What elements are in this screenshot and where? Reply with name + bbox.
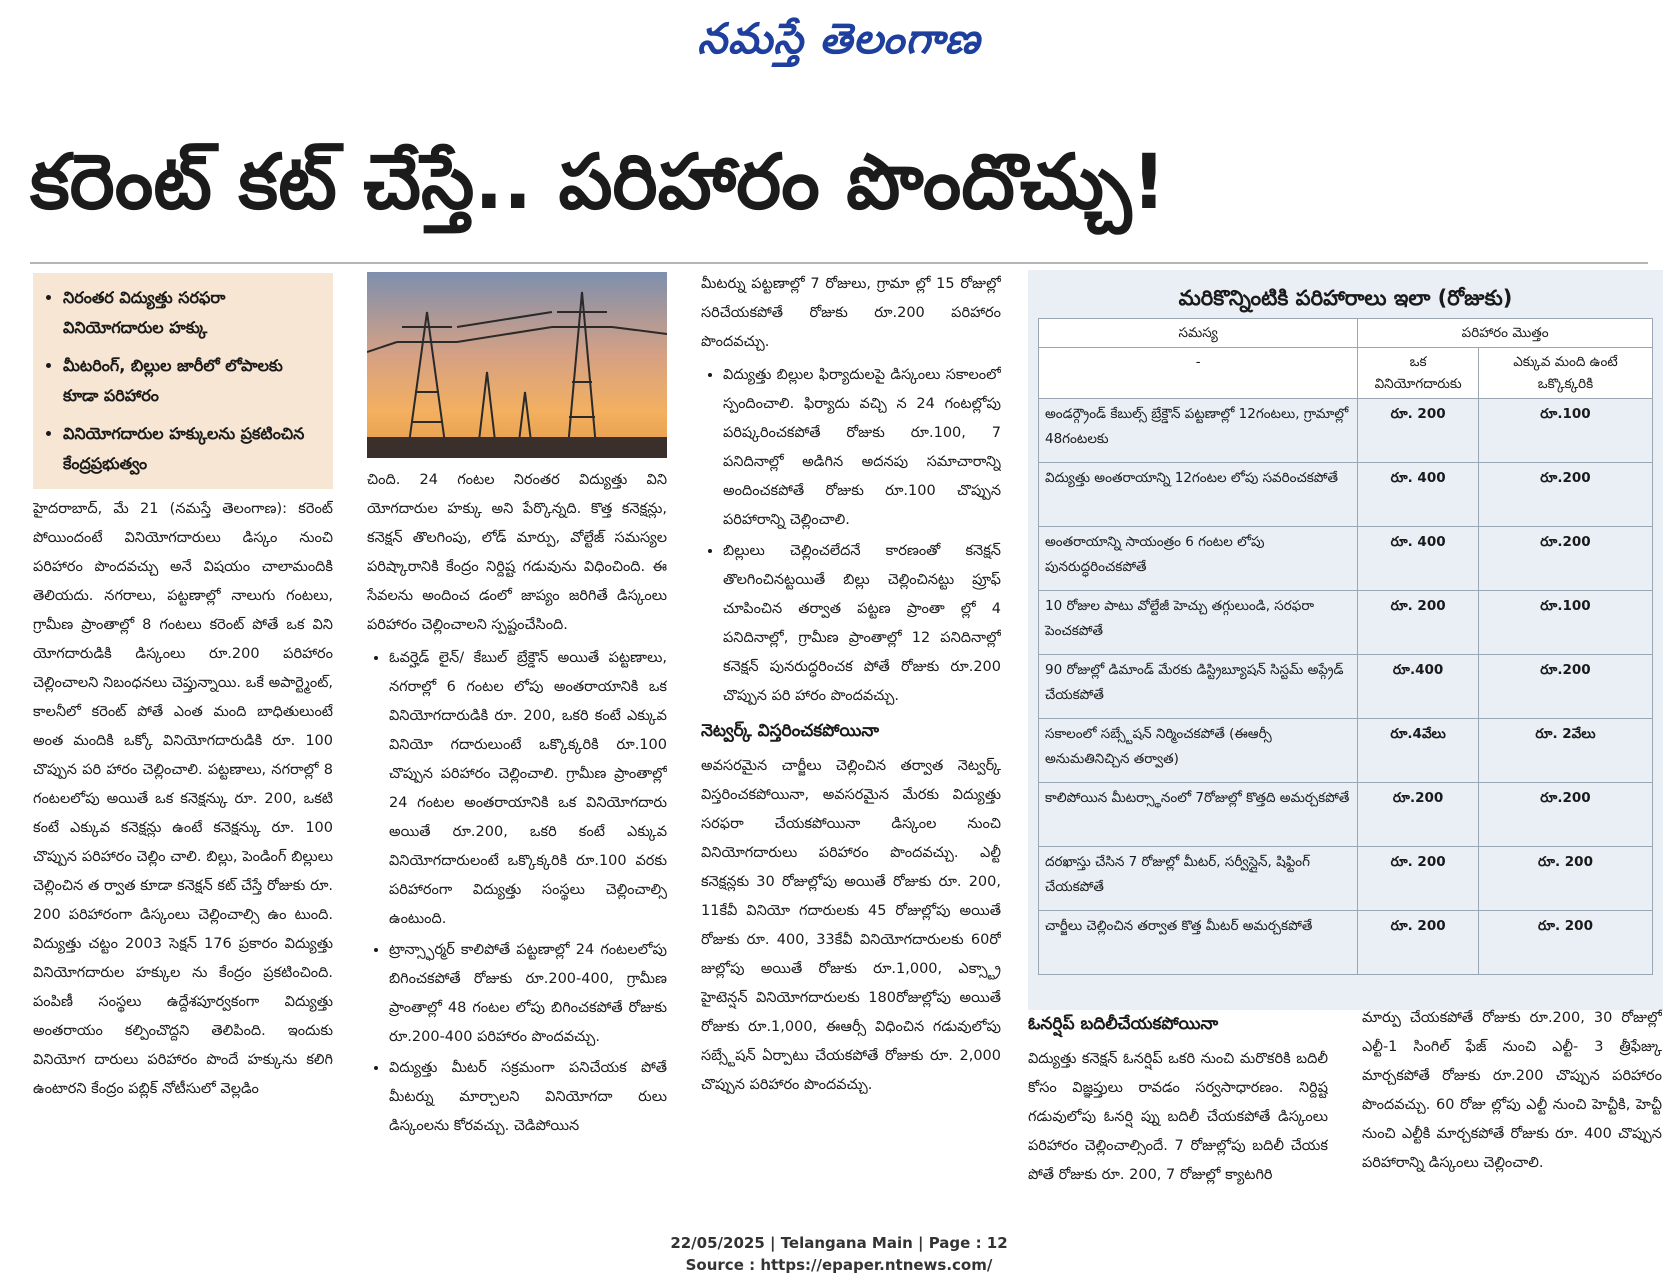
- row-problem: విద్యుత్తు అంతరాయాన్ని 12గంటల లోపు సవరించకపోతే: [1039, 463, 1358, 527]
- row-many: రూ.200: [1478, 655, 1652, 719]
- row-many: రూ.100: [1478, 399, 1652, 463]
- row-one: రూ.400: [1358, 655, 1479, 719]
- row-one: రూ.4వేలు: [1358, 719, 1479, 783]
- article-column-5: [1362, 1004, 1662, 1196]
- page-footer: [0, 1232, 1678, 1276]
- highlights-box: [33, 273, 333, 489]
- header-total: పరిహారం మొత్తం: [1358, 319, 1653, 348]
- table-row: [1039, 655, 1653, 719]
- article-text: మార్పు చేయకపోతే రోజుకు రూ.200, 30 రోజుల్లో ఎల్టీ-1 సింగిల్ ఫేజ్ నుంచి ఎల్టీ- 3 త్రీఫేజ్కు మార్చకపోతే రోజుకు రూ.200 చొప్పున పరిహారం పొందవచ్చు. 60 రోజు ల్లోపు ఎల్టీ నుంచి హెచ్టీకి, హెచ్టీ నుంచి ఎల్టీకి మార్చకపోతే రోజుకు రూ. 400 చొప్పున పరిహారాన్ని డిస్కంలు చెల్లించాలి.: [1362, 1010, 1662, 1171]
- article-column-3: [701, 270, 1001, 1196]
- header-dash: -: [1039, 348, 1358, 399]
- table-row: [1039, 527, 1653, 591]
- power-tower-photo: [367, 272, 667, 458]
- row-problem: అండర్గ్రౌండ్ కేబుల్స్ బ్రేక్డౌన్ పట్టణాల్లో 12గంటలు, గ్రామాల్లో 48గంటలకు: [1039, 399, 1358, 463]
- article-bullet: • బిల్లులు చెల్లించలేదనే కారణంతో కనెక్షన్ తొలగించినట్టయితే బిల్లు చెల్లించినట్టు ప్రూఫ్ చూపించిన తర్వాత పట్టణ ప్రాంతా ల్లో 4 పనిదినాల్లో, గ్రామీణ ప్రాంతాల్లో 12 పనిదినాల్లో కనెక్షన్ పునరుద్ధరించక పోతే రోజుకు రూ.200 చొప్పున పరి హారం పొందవచ్చు.: [723, 537, 1001, 711]
- headline: కరెంట్ కట్ చేస్తే.. పరిహారం పొందొచ్చు!: [30, 137, 1167, 226]
- row-one: రూ. 200: [1358, 399, 1479, 463]
- masthead-logo: నమస్తే తెలంగాణ: [697, 14, 981, 63]
- article-text: చింది. 24 గంటల నిరంతర విద్యుత్తు విని యోగదారుల హక్కు అని పేర్కొన్నది. కొత్త కనెక్షన్లు, కనెక్షన్ తొలగింపు, లోడ్ మార్పు, వోల్టేజ్ సమస్యల పరిష్కారానికి కేంద్రం నిర్దిష్ట గడువును విధించింది. ఈ సేవలను అందించ డంలో జాప్యం జరిగితే డిస్కంలు పరిహారం చెల్లించాలని స్పష్టంచేసింది.: [367, 472, 667, 633]
- row-many: రూ.100: [1478, 591, 1652, 655]
- article-column-4: [1028, 1004, 1328, 1196]
- table-row: [1039, 463, 1653, 527]
- row-problem: సకాలంలో సబ్స్టేషన్ నిర్మించకపోతే (ఈఆర్సీ అనుమతినిచ్చిన తర్వాత): [1039, 719, 1358, 783]
- row-problem: కాలిపోయిన మీటర్స్థానంలో 7రోజుల్లో కొత్తది అమర్చకపోతే: [1039, 783, 1358, 847]
- header-one-consumer: ఒక వినియోగదారుకు: [1358, 348, 1479, 399]
- article-bullet: • విద్యుత్తు బిల్లుల ఫిర్యాదులపై డిస్కంలు సకాలంలో స్పందించాలి. ఫిర్యాదు వచ్చి న 24 గంటల్లోపు పరిష్కరించకపోతే రోజుకు రూ.100, 7 పనిదినాల్లో అడిగిన అదనపు సమాచారాన్ని అందించకపోతే రోజుకు రూ.100 చొప్పున పరిహారాన్ని చెల్లించాలి.: [723, 361, 1001, 535]
- highlight-item: • మీటరింగ్, బిల్లుల జారీలో లోపాలకు కూడా పరిహారం: [63, 351, 323, 411]
- row-problem: చార్జీలు చెల్లించిన తర్వాత కొత్త మీటర్ అమర్చకపోతే: [1039, 911, 1358, 975]
- header-many-consumers: ఎక్కువ మంది ఉంటే ఒక్కొక్కరికి: [1478, 348, 1652, 399]
- section-subhead: నెట్వర్క్ విస్తరించకపోయినా: [701, 721, 879, 741]
- table-row: [1039, 847, 1653, 911]
- row-many: రూ.200: [1478, 783, 1652, 847]
- row-many: రూ. 2వేలు: [1478, 719, 1652, 783]
- row-one: రూ. 400: [1358, 527, 1479, 591]
- row-one: రూ. 200: [1358, 847, 1479, 911]
- tower-illustration: [367, 272, 667, 458]
- table-title: మరికొన్నింటికి పరిహారాలు ఇలా (రోజుకు): [1178, 286, 1513, 310]
- row-one: రూ. 200: [1358, 911, 1479, 975]
- compensation-table: [1038, 318, 1653, 975]
- header-problem: సమస్య: [1039, 319, 1358, 348]
- row-one: రూ.200: [1358, 783, 1479, 847]
- article-text: అవసరమైన చార్జీలు చెల్లించిన తర్వాత నెట్వర్క్ విస్తరించకపోయినా, అవసరమైన మేరకు విద్యుత్తు సరఫరా చేయకపోయినా డిస్కంల నుంచి వినియోగదారులు పరిహారం పొందవచ్చు. ఎల్టీ కనెక్షన్లకు 30 రోజుల్లోపు అయితే రోజుకు రూ. 200, 11కేవీ వినియో గదారులకు 45 రోజుల్లోపు అయితే రోజుకు రూ. 400, 33కేవీ వినియోగదారులకు 60రో జుల్లోపు అయితే రోజుకు రూ.1,000, ఎక్స్ట్రా హైటెన్షన్ వినియోగదారులకు 180రోజుల్లోపు అయితే రోజుకు రూ.1,000, ఈఆర్సీ విధించిన గడువులోపు సబ్స్టేషన్ ఏర్పాటు చేయకపోతే రోజుకు రూ. 2,000 చొప్పున పరిహారం పొందవచ్చు.: [701, 758, 1001, 1093]
- article-column-2: [367, 466, 667, 1196]
- article-bullet: • ట్రాన్స్ఫార్మర్ కాలిపోతే పట్టణాల్లో 24 గంటలలోపు బిగించకపోతే రోజుకు రూ.200-400, గ్రామీణ ప్రాంతాల్లో 48 గంటల లోపు బిగించకపోతే రోజుకు రూ.200-400 పరిహారం పొందవచ్చు.: [389, 936, 667, 1052]
- highlight-item: • నిరంతర విద్యుత్తు సరఫరా వినియోగదారుల హక్కు: [63, 283, 323, 343]
- article-column-1: [33, 495, 333, 1195]
- table-row: [1039, 911, 1653, 975]
- table-row: [1039, 399, 1653, 463]
- row-one: రూ. 400: [1358, 463, 1479, 527]
- row-problem: 10 రోజుల పాటు వోల్టేజీ హెచ్చు తగ్గులుండి, సరఫరా పెంచకపోతే: [1039, 591, 1358, 655]
- table-row: [1039, 591, 1653, 655]
- section-subhead: ఓనర్షిప్ బదిలీచేయకపోయినా: [1028, 1014, 1219, 1034]
- article-text: విద్యుత్తు కనెక్షన్ ఓనర్షిప్ ఒకరి నుంచి మరొకరికి బదిలీ కోసం విజ్ఞప్తులు రావడం సర్వసాధారణం. నిర్దిష్ట గడువులోపు ఓనర్షి ప్ను బదిలీ చేయకపోతే డిస్కంలు పరిహారం చెల్లించాల్సిందే. 7 రోజుల్లోపు బదిలీ చేయక పోతే రోజుకు రూ. 200, 7 రోజుల్లో క్యాటగిరి: [1028, 1051, 1328, 1183]
- article-bullet: • ఓవర్హెడ్ లైన్/ కేబుల్ బ్రేక్డౌన్ అయితే పట్టణాలు, నగరాల్లో 6 గంటల లోపు అంతరాయానికి ఒక వినియోగదారుడికి రూ. 200, ఒకరి కంటే ఎక్కువ వినియో గదారులుంటే ఒక్కొక్కరికి రూ.100 చొప్పున పరిహారం చెల్లించాలి. గ్రామీణ ప్రాంతాల్లో 24 గంటల అంతరాయానికి ఒక వినియోగదారు అయితే రూ.200, ఒకరి కంటే ఎక్కువ వినియోగదారులంటే ఒక్కొక్కరికి రూ.100 వరకు పరిహారంగా విద్యుత్తు సంస్థలు చెల్లించాల్సి ఉంటుంది.: [389, 644, 667, 934]
- footer-source-link[interactable]: Source : https://epaper.ntnews.com/: [685, 1256, 993, 1274]
- footer-date-line: 22/05/2025 | Telangana Main | Page : 12: [670, 1234, 1008, 1252]
- row-many: రూ.200: [1478, 527, 1652, 591]
- headline-divider: [30, 262, 1648, 264]
- article-bullet: • విద్యుత్తు మీటర్ సక్రమంగా పనిచేయక పోతే మీటర్ను మార్చాలని వినియోగదా రులు డిస్కంలను కోరవచ్చు. చెడిపోయిన: [389, 1054, 667, 1141]
- row-many: రూ.200: [1478, 463, 1652, 527]
- compensation-table-box: [1028, 270, 1663, 1010]
- table-row: [1039, 719, 1653, 783]
- row-one: రూ. 200: [1358, 591, 1479, 655]
- table-row: [1039, 783, 1653, 847]
- article-text: హైదరాబాద్, మే 21 (నమస్తే తెలంగాణ): కరెంట్ పోయిందంటే వినియోగదారులు డిస్కం నుంచి పరిహారం పొందవచ్చు అనే విషయం చాలామందికి తెలియదు. నగరాలు, పట్టణాల్లో నాలుగు గంటలు, గ్రామీణ ప్రాంతాల్లో 8 గంటలు కరెంట్ పోతే ఒక విని యోగదారుడికి డిస్కంలు రూ.200 పరిహారం చెల్లించాలని నిబంధనలు చెప్తున్నాయి. ఒకే అపార్ట్మెంట్, కాలనీలో కరెంట్ పోతే ఎంత మంది బాధితులుంటే అంత మందికి ఒక్కో వినియోగదారుడికి రూ. 100 చొప్పున పరి హారం చెల్లించాలి. పట్టణాలు, నగరాల్లో 8 గంటలలోపు అయితే ఒక కనెక్షన్కు రూ. 200, ఒకటి కంటే ఎక్కువ కనెక్షన్లు ఉంటే కనెక్షన్కు రూ. 100 చొప్పున పరిహారం చెల్లిం చాలి. బిల్లు, పెండింగ్ బిల్లులు చెల్లించిన త ర్వాత కూడా కనెక్షన్ కట్ చేస్తే రోజుకు రూ. 200 పరిహారంగా డిస్కంలు చెల్లించాల్సి ఉం టుంది. విద్యుత్తు చట్టం 2003 సెక్షన్ 176 ప్రకారం విద్యుత్తు వినియోగదారుల హక్కుల ను కేంద్రం ప్రకటించింది. పంపిణీ సంస్థలు ఉద్దేశపూర్వకంగా విద్యుత్తు అంతరాయం కల్పించొద్దని తెలిపింది. ఇందుకు వినియోగ దారులు పరిహారం పొందే హక్కును కలిగి ఉంటారని కేంద్రం పబ్లిక్ నోటీసులో వెల్లడిం: [33, 501, 333, 1097]
- row-problem: దరఖాస్తు చేసిన 7 రోజుల్లో మీటర్, సర్వీస్లైన్, షిఫ్టింగ్ చేయకపోతే: [1039, 847, 1358, 911]
- row-problem: అంతరాయాన్ని సాయంత్రం 6 గంటల లోపు పునరుద్ధరించకపోతే: [1039, 527, 1358, 591]
- row-many: రూ. 200: [1478, 911, 1652, 975]
- article-text: మీటర్ను పట్టణాల్లో 7 రోజులు, గ్రామా ల్లో 15 రోజుల్లో సరిచేయకపోతే రోజుకు రూ.200 పరిహారం పొందవచ్చు.: [701, 276, 1001, 350]
- row-many: రూ. 200: [1478, 847, 1652, 911]
- highlight-item: • వినియోగదారుల హక్కులను ప్రకటించిన కేంద్రప్రభుత్వం: [63, 419, 323, 479]
- row-problem: 90 రోజుల్లో డిమాండ్ మేరకు డిస్ట్రిబ్యూషన్ సిస్టమ్ అప్గ్రేడ్ చేయకపోతే: [1039, 655, 1358, 719]
